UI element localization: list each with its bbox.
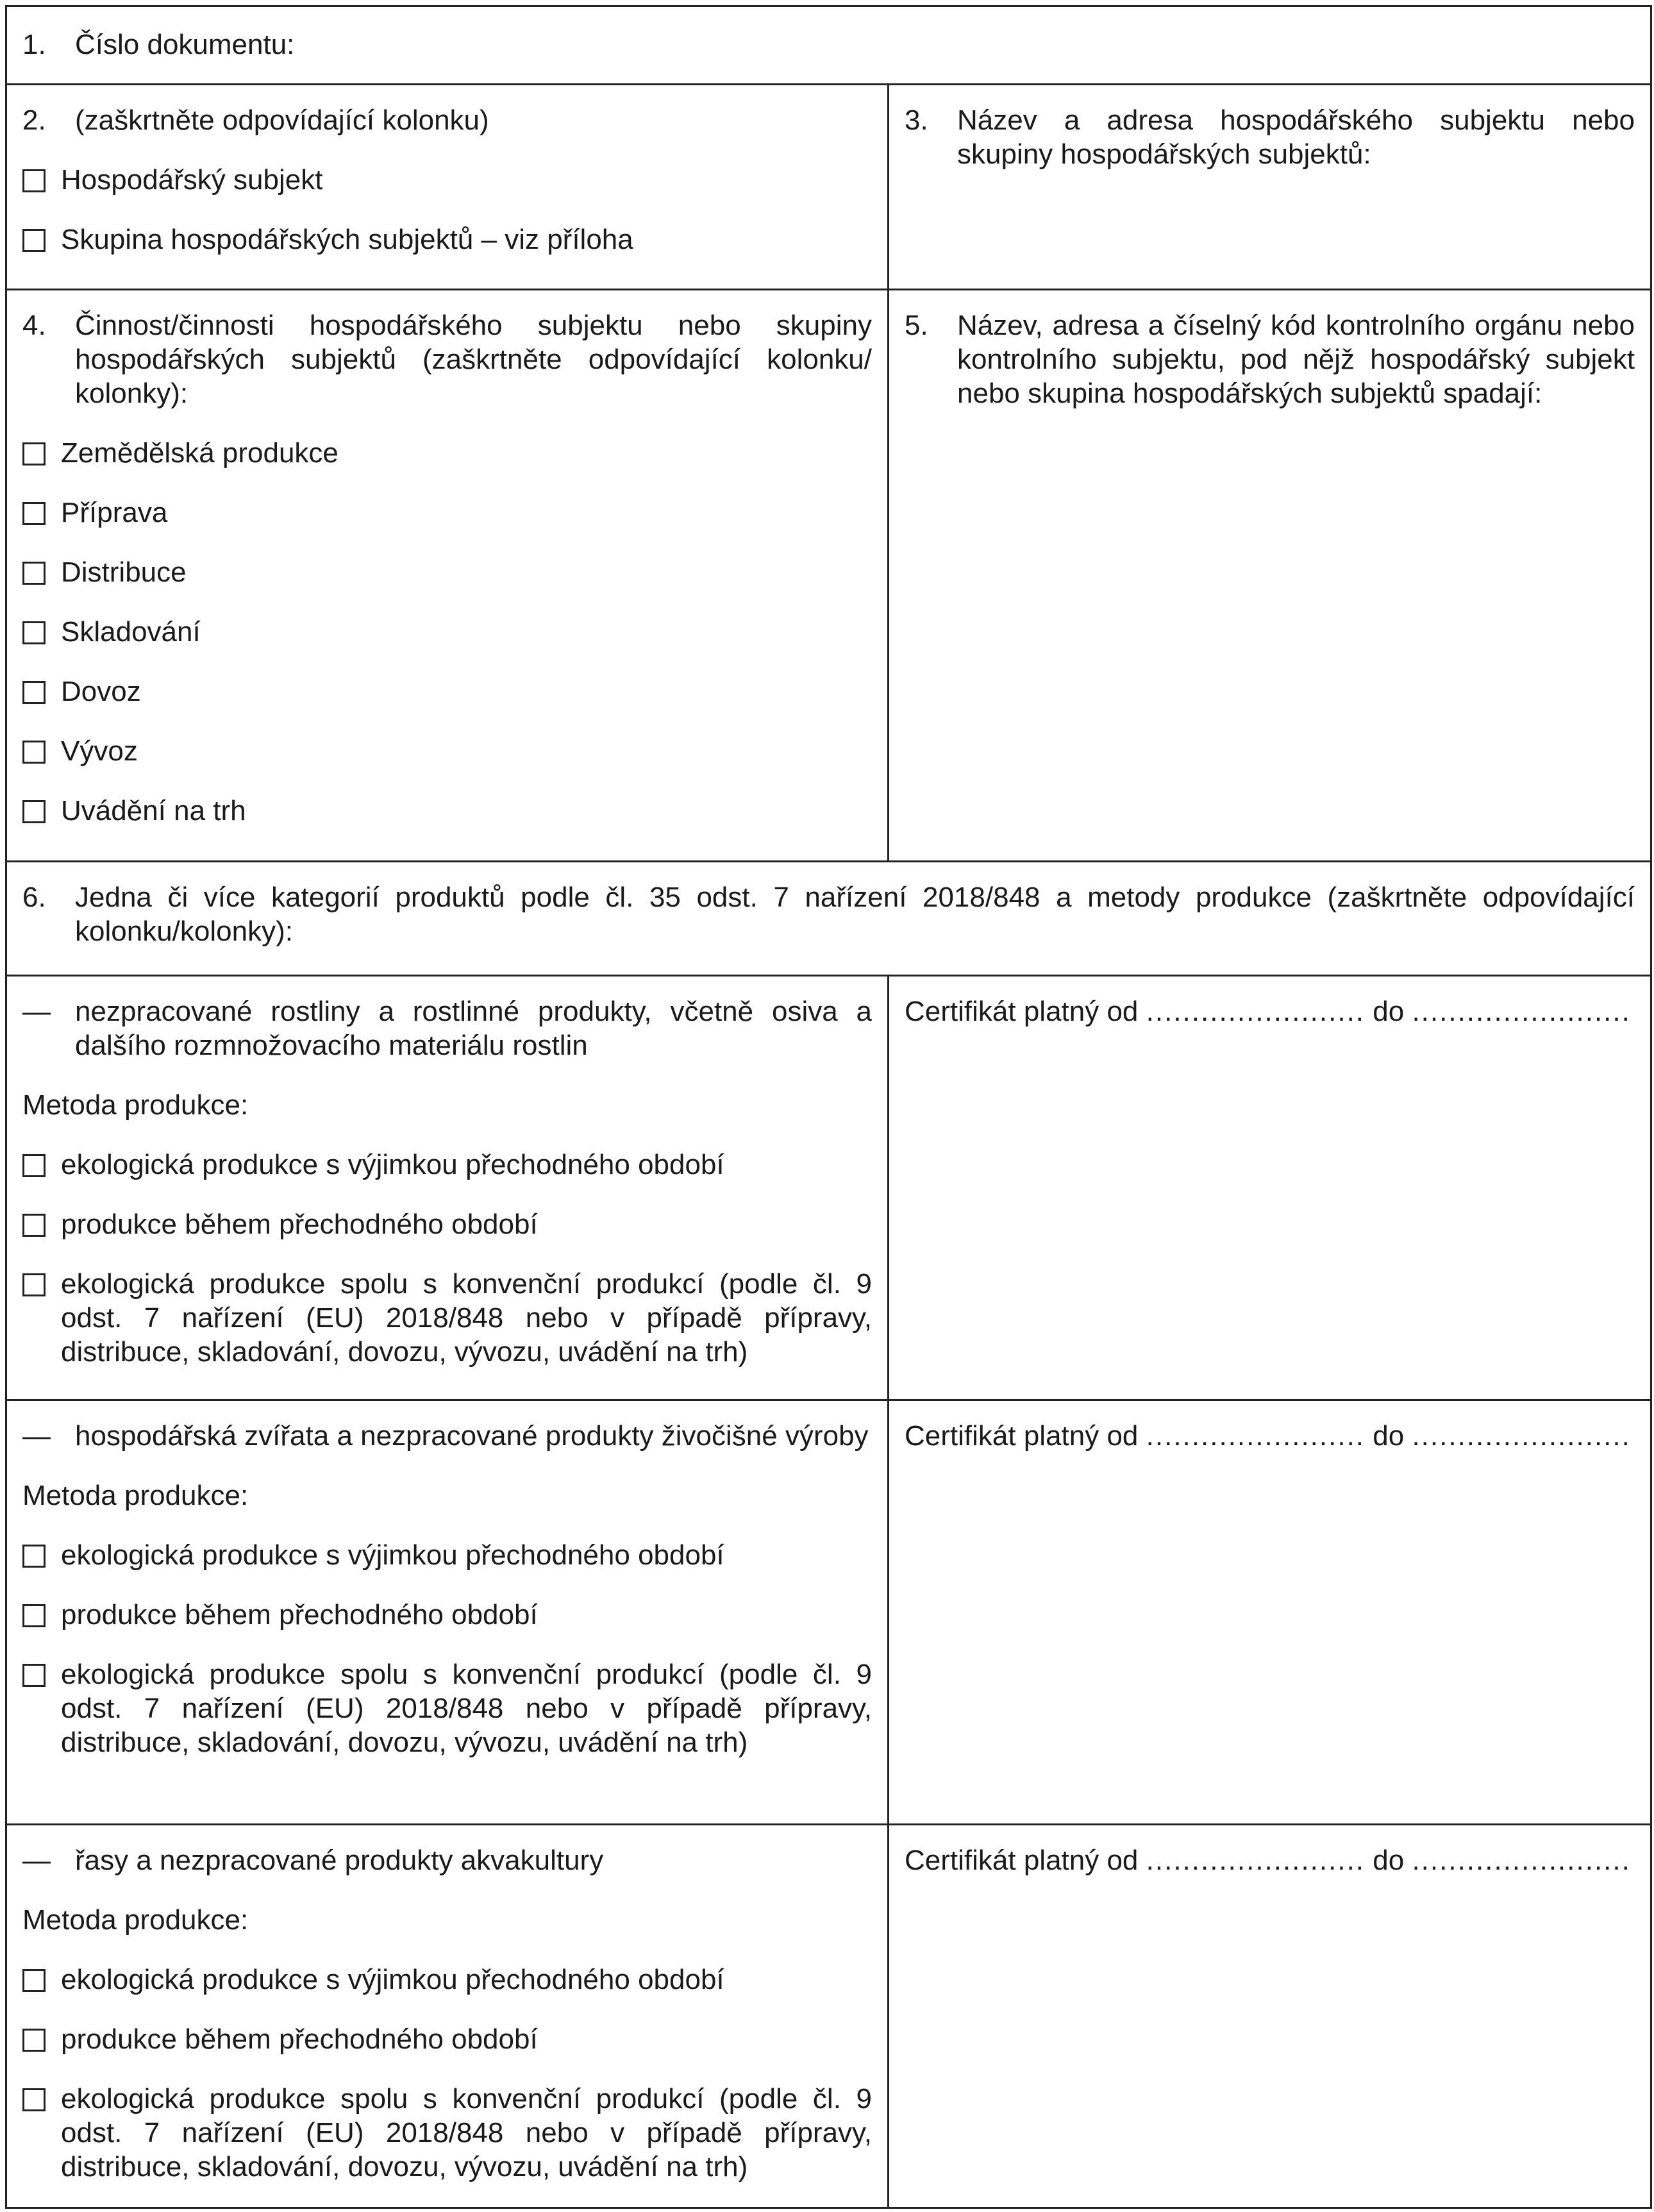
category-algae-cell: [6, 1825, 889, 2208]
dash: —: [22, 1845, 51, 1876]
option-label: produkce během přechodného období: [61, 2023, 538, 2055]
checkbox[interactable]: [22, 2029, 46, 2052]
checkbox[interactable]: [22, 1214, 46, 1237]
certificate-animals-cell: [889, 1400, 1651, 1825]
option-conversion[interactable]: [22, 1598, 872, 1632]
section-6-number: 6.: [22, 882, 46, 913]
section-1-number: 1.: [22, 29, 46, 60]
option-label: ekologická produkce spolu s konvenční produkcí (podle čl. 9 odst. 7 nařízení (EU) 2018/848 nebo v případě přípravy, distribuce, skladování, dovozu, vývozu, uvádění na trh): [61, 1659, 872, 1758]
option-label: Uvádění na trh: [61, 795, 246, 826]
category-title: hospodářská zvířata a nezpracované produkty živočišné výroby: [75, 1420, 869, 1452]
section-3-number: 3.: [905, 105, 928, 136]
section-3-cell[interactable]: [889, 85, 1651, 290]
option-ecological[interactable]: [22, 1538, 872, 1572]
section-1-label: Číslo dokumentu:: [75, 29, 295, 60]
checkbox[interactable]: [22, 229, 46, 252]
date-to-field[interactable]: ........................: [1412, 1420, 1631, 1452]
option-skupina-subjektu[interactable]: [22, 222, 872, 256]
section-6-label: Jedna či více kategorií produktů podle čl. 35 odst. 7 nařízení 2018/848 a metody produkce (zaškrtněte odpovídající kolonku/kolonky):: [75, 882, 1635, 947]
option-label: Příprava: [61, 497, 168, 528]
option-label: Dovoz: [61, 676, 141, 707]
category-animals-cell: [6, 1400, 889, 1825]
checkbox[interactable]: [22, 681, 46, 704]
checkbox[interactable]: [22, 800, 46, 823]
date-from-field[interactable]: ........................: [1146, 996, 1366, 1027]
option-parallel[interactable]: [22, 1267, 872, 1369]
option-parallel[interactable]: [22, 2082, 872, 2184]
certificate-plants-cell: [889, 976, 1651, 1400]
option-conversion[interactable]: [22, 1207, 872, 1241]
option-skladovani[interactable]: [22, 615, 872, 649]
category-plants-cell: [6, 976, 889, 1400]
certificate-form: [5, 5, 1650, 2207]
checkbox[interactable]: [22, 1545, 46, 1568]
section-4-cell: [6, 290, 889, 862]
option-parallel[interactable]: [22, 1657, 872, 1759]
section-6-cell: [6, 862, 1651, 976]
option-uvadeni-na-trh[interactable]: [22, 794, 872, 828]
option-distribuce[interactable]: [22, 555, 872, 589]
option-label: Skladování: [61, 616, 201, 648]
category-title: nezpracované rostliny a rostlinné produkty, včetně osiva a dalšího rozmnožovacího materiálu rostlin: [75, 996, 872, 1061]
section-2-number: 2.: [22, 105, 46, 136]
form-table: [5, 5, 1652, 2209]
certificate-valid-label: Certifikát platný od: [905, 1845, 1139, 1876]
section-5-number: 5.: [905, 310, 928, 341]
checkbox[interactable]: [22, 1969, 46, 1992]
section-5-label: Název, adresa a číselný kód kontrolního orgánu nebo kontrolního subjektu, pod nějž hospodářský subjekt nebo skupina hospodářských subjektů spadají:: [957, 310, 1635, 409]
certificate-valid-label: Certifikát platný od: [905, 996, 1139, 1027]
checkbox[interactable]: [22, 1604, 46, 1627]
option-label: Zemědělská produkce: [61, 437, 338, 469]
method-label: Metoda produkce:: [22, 1089, 249, 1121]
section-2-label: (zaškrtněte odpovídající kolonku): [75, 105, 489, 136]
date-from-field[interactable]: ........................: [1146, 1845, 1366, 1876]
checkbox[interactable]: [22, 502, 46, 525]
category-title: řasy a nezpracované produkty akvakultury: [75, 1845, 604, 1876]
method-label: Metoda produkce:: [22, 1480, 249, 1511]
option-zemedelska-produkce[interactable]: [22, 436, 872, 470]
date-from-field[interactable]: ........................: [1146, 1420, 1366, 1452]
certificate-valid-label: Certifikát platný od: [905, 1420, 1139, 1452]
option-hospodarsky-subjekt[interactable]: [22, 163, 872, 197]
section-1-cell[interactable]: [6, 6, 1651, 85]
option-label: produkce během přechodného období: [61, 1209, 538, 1240]
option-label: ekologická produkce s výjimkou přechodného období: [61, 1539, 724, 1571]
option-conversion[interactable]: [22, 2022, 872, 2056]
checkbox[interactable]: [22, 1273, 46, 1296]
dash: —: [22, 996, 51, 1027]
option-label: ekologická produkce spolu s konvenční produkcí (podle čl. 9 odst. 7 nařízení (EU) 2018/848 nebo v případě přípravy, distribuce, skladování, dovozu, vývozu, uvádění na trh): [61, 2083, 872, 2183]
section-5-cell[interactable]: [889, 290, 1651, 862]
option-dovoz[interactable]: [22, 674, 872, 708]
method-label: Metoda produkce:: [22, 1904, 249, 1936]
section-4-label: Činnost/činnosti hospodářského subjektu nebo skupiny hospodářských subjektů (zaškrtněte odpovídající kolonku/ kolonky):: [75, 310, 872, 409]
checkbox[interactable]: [22, 169, 46, 192]
option-label: ekologická produkce spolu s konvenční produkcí (podle čl. 9 odst. 7 nařízení (EU) 2018/848 nebo v případě přípravy, distribuce, skladování, dovozu, vývozu, uvádění na trh): [61, 1268, 872, 1368]
checkbox[interactable]: [22, 2088, 46, 2111]
date-to-label: do: [1373, 996, 1405, 1027]
checkbox[interactable]: [22, 1154, 46, 1177]
section-2-cell: [6, 85, 889, 290]
date-to-field[interactable]: ........................: [1412, 1845, 1631, 1876]
option-label: Distribuce: [61, 557, 187, 588]
option-label: ekologická produkce s výjimkou přechodného období: [61, 1964, 724, 1995]
checkbox[interactable]: [22, 621, 46, 644]
option-label: Hospodářský subjekt: [61, 164, 323, 196]
section-3-label: Název a adresa hospodářského subjektu nebo skupiny hospodářských subjektů:: [957, 105, 1635, 170]
checkbox[interactable]: [22, 1664, 46, 1687]
option-priprava[interactable]: [22, 496, 872, 530]
option-label: produkce během přechodného období: [61, 1599, 538, 1630]
option-label: Skupina hospodářských subjektů – viz příloha: [61, 224, 633, 255]
checkbox[interactable]: [22, 741, 46, 764]
date-to-label: do: [1373, 1420, 1405, 1452]
option-ecological[interactable]: [22, 1963, 872, 1997]
date-to-label: do: [1373, 1845, 1405, 1876]
dash: —: [22, 1420, 51, 1452]
date-to-field[interactable]: ........................: [1412, 996, 1631, 1027]
certificate-algae-cell: [889, 1825, 1651, 2208]
checkbox[interactable]: [22, 562, 46, 585]
section-4-number: 4.: [22, 310, 46, 341]
option-label: Vývoz: [61, 735, 138, 767]
option-ecological[interactable]: [22, 1148, 872, 1182]
checkbox[interactable]: [22, 442, 46, 465]
option-label: ekologická produkce s výjimkou přechodného období: [61, 1149, 724, 1180]
option-vyvoz[interactable]: [22, 734, 872, 768]
